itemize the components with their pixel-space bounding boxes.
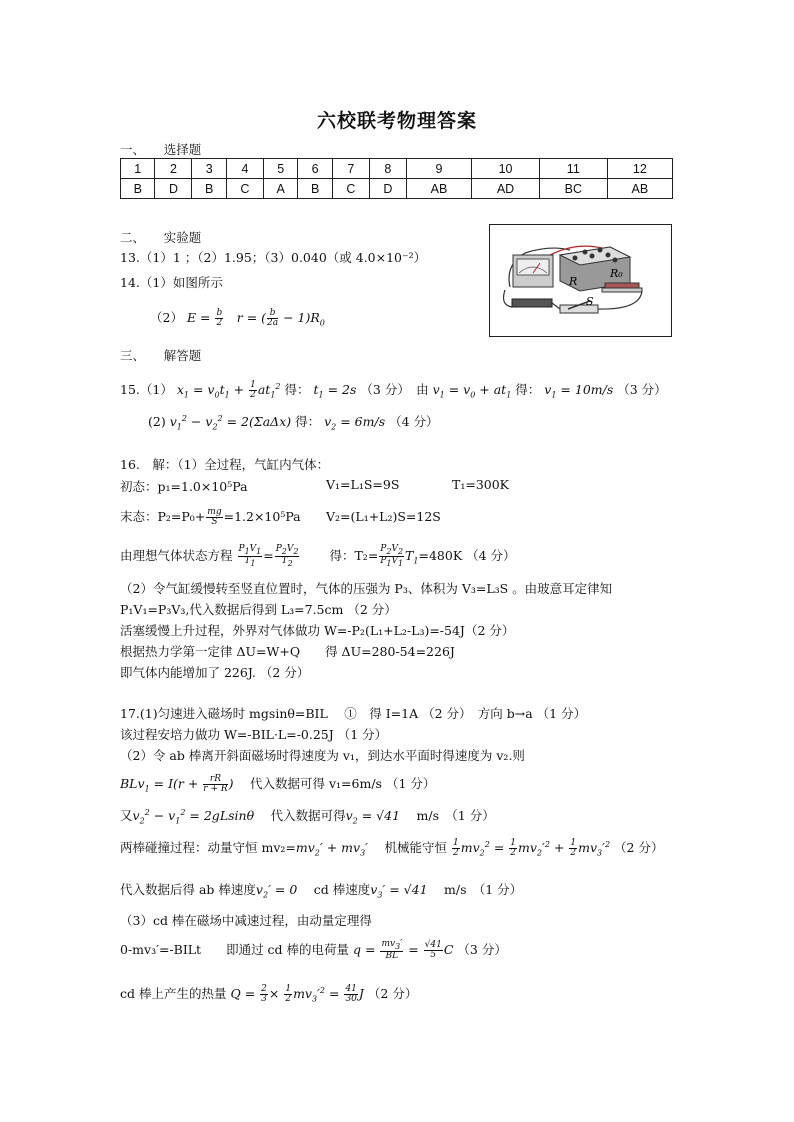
answer-cell: A	[263, 179, 297, 199]
q17-line1: 17.(1)匀速进入磁场时 mgsinθ=BIL ① 得 I=1A （2 分） 方向 b→a （1 分）	[120, 706, 587, 721]
q17-line4: BLv$_1$ = I(r + $\frac{rR}{r + R}$ ) 代入数据可得 v₁=6m/s （1 分）	[120, 774, 436, 794]
question-number-cell: 7	[332, 159, 369, 179]
answer-cell: C	[332, 179, 369, 199]
answer-cell: AD	[472, 179, 540, 199]
q13-answer: 13.（1）1 ；（2）1.95；（3）0.040（或 4.0×10⁻²）	[120, 250, 427, 265]
question-number-cell: 10	[472, 159, 540, 179]
q17-line10: cd 棒上产生的热量 Q = $\frac{2}{3}$ × $\frac{1}{2}$ $mv_3'^2$ = $\frac{41}{30}$ J （2 分）	[120, 984, 418, 1004]
q17-line7: 代入数据后得 ab 棒速度$v_2' = 0$ cd 棒速度$v_3' = √41$ m/s （1 分）	[120, 882, 523, 900]
q16-final-p: 末态：P₂=P₀+ $\frac{mg}{S}$ =1.2×10⁵Pa	[120, 507, 301, 527]
question-number-cell: 1	[121, 159, 155, 179]
question-number-cell: 2	[155, 159, 192, 179]
question-number-cell: 6	[298, 159, 332, 179]
q16-initial-v: V₁=L₁S=9S	[326, 477, 400, 492]
answer-table	[120, 158, 673, 199]
circuit-figure	[489, 224, 672, 337]
answer-cell: AB	[406, 179, 471, 199]
label-r: R	[569, 275, 578, 288]
section-choice-heading: 一、 选择题	[120, 142, 202, 157]
answer-cell: AB	[607, 179, 672, 199]
question-number-cell: 5	[263, 159, 297, 179]
q15-part1: 15.（1） $x_1 = v_0t_1$ + $\frac{1}{2}$ $at_1^2$ 得： $t_1 = 2s$ （3 分） 由 $v_1 = v_0 + at_1$ 得： $v_1 = 10m/s$ （3 分）	[120, 380, 667, 400]
q17-line8: （3）cd 棒在磁场中减速过程，由动量定理得	[120, 913, 372, 928]
answer-cell: B	[121, 179, 155, 199]
question-number-cell: 4	[226, 159, 263, 179]
question-number-row	[121, 159, 673, 179]
q17-line6: 两棒碰撞过程：动量守恒 $mv_2=mv_2' + mv_3'$ 机械能守恒 $\frac{1}{2}$ $mv_2^2$ = $\frac{1}{2}$ $mv_2'^2$ + $\frac{1}{2}$ $mv_3'^2$ （2 分）	[120, 838, 664, 858]
question-number-cell: 8	[369, 159, 406, 179]
q16-line7: 活塞缓慢上升过程，外界对气体做功 W=-P₂(L₁+L₂-L₃)=-54J（2 分）	[120, 623, 515, 638]
q16-gas-law: 由理想气体状态方程 $\frac{P_1V_1}{T_1}$ = $\frac{P_2V_2}{T_2}$ 得：T₂= $\frac{P_2V_2}{P_1V_1}$ $T_1=480K$ （4 分）	[120, 544, 516, 568]
q16-initial-t: T₁=300K	[452, 477, 510, 492]
answer-cell: BC	[539, 179, 607, 199]
q14-part2: （2） E = $\frac{b}{2}$ r = ( $\frac{b}{2a}$ − $1)R_0$	[150, 308, 325, 328]
label-r0: R₀	[610, 267, 623, 280]
answer-cell: B	[192, 179, 226, 199]
q16-line5: （2）令气缸缓慢转至竖直位置时，气体的压强为 P₃、体积为 V₃=L₃S 。由玻意耳定律知	[120, 581, 613, 596]
answer-row	[121, 179, 673, 199]
answer-cell: D	[369, 179, 406, 199]
q16-line9: 即气体内能增加了 226J. （2 分）	[120, 665, 310, 680]
answer-cell: C	[226, 179, 263, 199]
q14-part1: 14.（1）如图所示	[120, 275, 223, 290]
circuit-diagram	[490, 225, 671, 336]
question-number-cell: 3	[192, 159, 226, 179]
q17-line5: 又$v_2^2 - v_1^2 = 2gLsin\theta$ 代入数据可得$v_2 = √41$ m/s （1 分）	[120, 807, 495, 826]
q16-line6: P₁V₁=P₃V₃,代入数据后得到 L₃=7.5cm （2 分）	[120, 602, 397, 617]
q17-line3: （2）令 ab 棒离开斜面磁场时得速度为 v₁，到达水平面时得速度为 v₂.则	[120, 748, 525, 763]
question-number-cell: 11	[539, 159, 607, 179]
label-s: S	[586, 295, 594, 308]
q16-line1: 16. 解：（1）全过程，气缸内气体：	[120, 457, 330, 472]
q17-line2: 该过程安培力做功 W=-BIL·L=-0.25J （1 分）	[120, 727, 388, 742]
question-number-cell: 12	[607, 159, 672, 179]
q16-initial-p: 初态：p₁=1.0×10⁵Pa	[120, 479, 248, 494]
question-number-cell: 9	[406, 159, 471, 179]
section-experiment-heading: 二、 实验题	[120, 230, 202, 245]
q17-line9: 0-mv₃′=-BILt 即通过 cd 棒的电荷量 q = $\frac{mv_3'}{BL}$ = $\frac{√41}{5}$ C （3 分）	[120, 939, 507, 961]
section-solution-heading: 三、 解答题	[120, 348, 202, 363]
formula-e: E = $\frac{b}{2}$ r = ( $\frac{b}{2a}$ − $1)R_0$	[186, 308, 325, 328]
page-title: 六校联考物理答案	[316, 110, 477, 132]
answer-cell: B	[298, 179, 332, 199]
q15-part2: (2) $v_1^2 - v_2^2 = 2(\Sigma a\Delta x)$ 得： $v_2 = 6m/s$ （4 分）	[148, 413, 439, 432]
answer-cell: D	[155, 179, 192, 199]
q16-final-v: V₂=(L₁+L₂)S=12S	[326, 509, 441, 524]
q16-line8: 根据热力学第一定律 ΔU=W+Q 得 ΔU=280-54=226J	[120, 644, 455, 659]
